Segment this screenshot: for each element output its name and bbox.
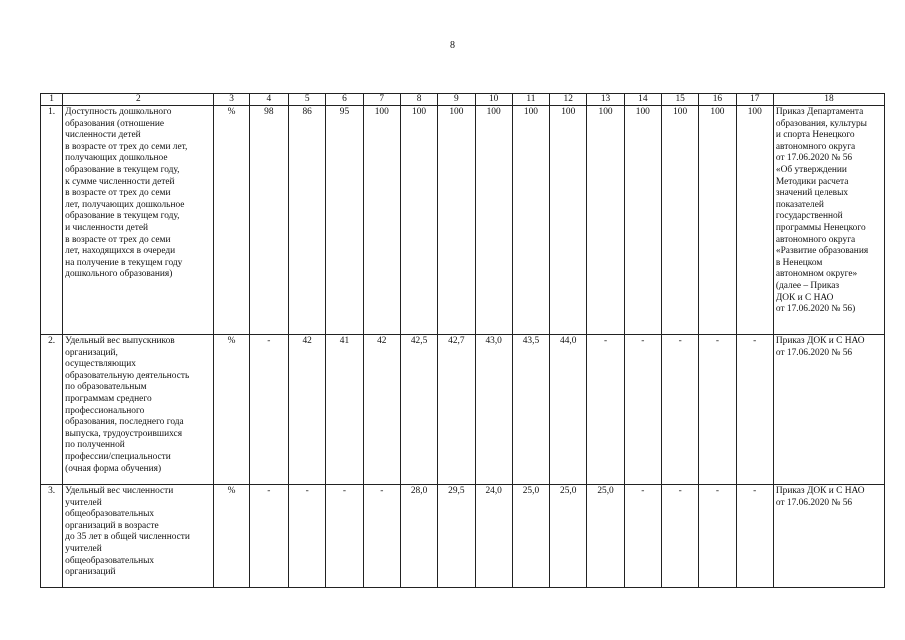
header-cell: 5 <box>289 94 326 106</box>
indicators-table <box>40 93 885 588</box>
value-cell: - <box>736 335 773 485</box>
header-cell: 10 <box>475 94 512 106</box>
header-cell: 12 <box>550 94 587 106</box>
unit-cell: % <box>214 335 249 485</box>
value-cell: 43,0 <box>475 335 512 485</box>
value-cell: 100 <box>736 106 773 335</box>
value-cell: 86 <box>289 106 326 335</box>
value-cell: 100 <box>363 106 400 335</box>
value-cell: 28,0 <box>400 485 437 588</box>
value-cell: 42,5 <box>400 335 437 485</box>
value-cell: 100 <box>699 106 736 335</box>
header-cell: 15 <box>661 94 698 106</box>
value-cell: 98 <box>249 106 288 335</box>
value-cell: 100 <box>624 106 661 335</box>
indicator-name: Удельный вес выпускников организаций, осуществляющих образовательную деятельность по образовательным программам среднего профессионального образования, последнего года выпуска, трудоустроившихся по полученной профессии/специальности (очная форма обучения) <box>63 335 214 485</box>
value-cell: 25,0 <box>587 485 624 588</box>
value-cell: 44,0 <box>550 335 587 485</box>
row-number: 3. <box>41 485 63 588</box>
value-cell: 100 <box>661 106 698 335</box>
value-cell: - <box>326 485 363 588</box>
row-number: 1. <box>41 106 63 335</box>
header-row <box>41 94 885 106</box>
indicator-name: Удельный вес численности учителей общеобразовательных организаций в возрасте до 35 лет в общей численности учителей общеобразовательных организаций <box>63 485 214 588</box>
source-cell: Приказ ДОК и С НАО от 17.06.2020 № 56 <box>773 485 884 588</box>
value-cell: 100 <box>400 106 437 335</box>
value-cell: - <box>587 335 624 485</box>
value-cell: - <box>736 485 773 588</box>
header-cell: 2 <box>63 94 214 106</box>
value-cell: - <box>661 335 698 485</box>
table-row <box>41 485 885 588</box>
value-cell: - <box>661 485 698 588</box>
header-cell: 7 <box>363 94 400 106</box>
value-cell: 25,0 <box>512 485 549 588</box>
header-cell: 14 <box>624 94 661 106</box>
value-cell: - <box>624 485 661 588</box>
header-cell: 13 <box>587 94 624 106</box>
value-cell: - <box>249 485 288 588</box>
indicator-name: Доступность дошкольного образования (отношение численности детей в возрасте от трех до семи лет, получающих дошкольное образование в текущем году, к сумме численности детей в возрасте от трех до семи лет, получающих дошкольное образование в текущем году, и численности детей в возрасте от трех до семи лет, находящихся в очереди на получение в текущем году дошкольного образования) <box>63 106 214 335</box>
header-cell: 18 <box>773 94 884 106</box>
value-cell: 100 <box>512 106 549 335</box>
value-cell: 42,7 <box>438 335 475 485</box>
table-row <box>41 106 885 335</box>
header-cell: 1 <box>41 94 63 106</box>
table-row <box>41 335 885 485</box>
value-cell: 43,5 <box>512 335 549 485</box>
unit-cell: % <box>214 106 249 335</box>
value-cell: 100 <box>438 106 475 335</box>
value-cell: 42 <box>363 335 400 485</box>
header-cell: 17 <box>736 94 773 106</box>
value-cell: - <box>699 335 736 485</box>
row-number: 2. <box>41 335 63 485</box>
value-cell: - <box>624 335 661 485</box>
header-cell: 9 <box>438 94 475 106</box>
header-cell: 11 <box>512 94 549 106</box>
value-cell: 29,5 <box>438 485 475 588</box>
value-cell: - <box>249 335 288 485</box>
value-cell: 25,0 <box>550 485 587 588</box>
unit-cell: % <box>214 485 249 588</box>
source-cell: Приказ Департамента образования, культуры и спорта Ненецкого автономного округа от 17.06.2020 № 56 «Об утверждении Методики расчета значений целевых показателей государственной программы Ненецкого автономного округа «Развитие образования в Ненецком автономном округе» (далее – Приказ ДОК и С НАО от 17.06.2020 № 56) <box>773 106 884 335</box>
value-cell: 100 <box>475 106 512 335</box>
value-cell: 41 <box>326 335 363 485</box>
header-cell: 4 <box>249 94 288 106</box>
value-cell: 42 <box>289 335 326 485</box>
value-cell: 100 <box>550 106 587 335</box>
value-cell: - <box>289 485 326 588</box>
page-number: 8 <box>450 40 455 51</box>
value-cell: 100 <box>587 106 624 335</box>
header-cell: 8 <box>400 94 437 106</box>
value-cell: 24,0 <box>475 485 512 588</box>
header-cell: 16 <box>699 94 736 106</box>
value-cell: 95 <box>326 106 363 335</box>
header-cell: 6 <box>326 94 363 106</box>
value-cell: - <box>699 485 736 588</box>
value-cell: - <box>363 485 400 588</box>
header-cell: 3 <box>214 94 249 106</box>
source-cell: Приказ ДОК и С НАО от 17.06.2020 № 56 <box>773 335 884 485</box>
